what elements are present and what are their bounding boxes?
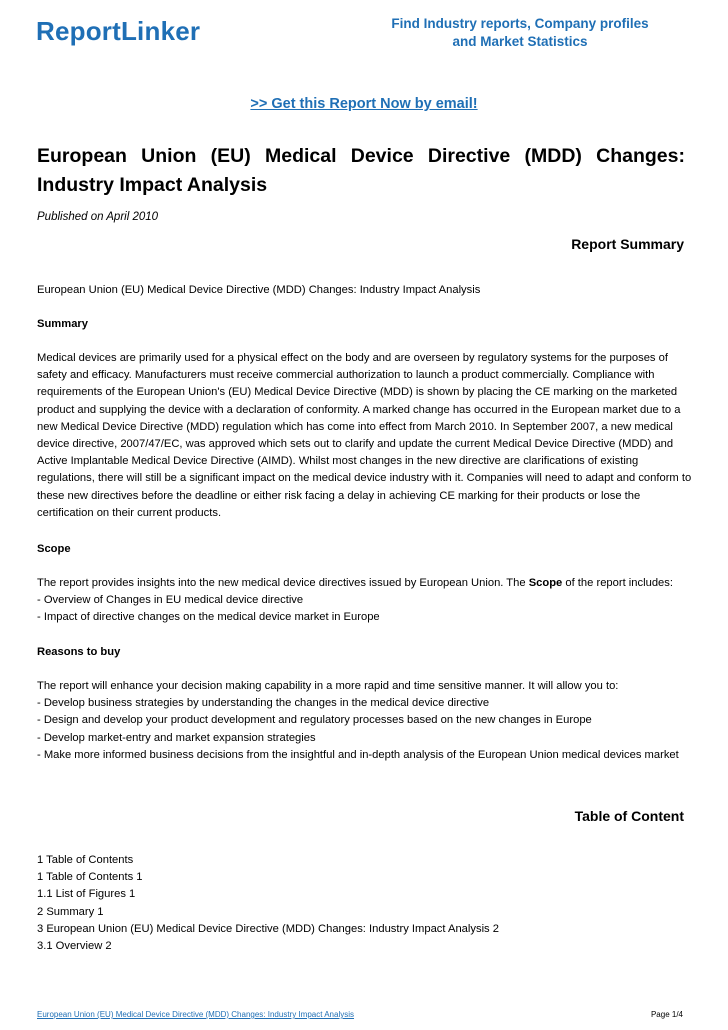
footer-title-link[interactable]: European Union (EU) Medical Device Directive (MDD) Changes: Industry Impact Analysis (37, 1010, 355, 1019)
scope-intro-after: of the report includes: (562, 577, 673, 589)
tagline-line-1: Find Industry reports, Company profiles (391, 16, 649, 31)
header-tagline (370, 15, 670, 51)
scope-block (37, 575, 693, 627)
reasons-item: - Design and develop your product development and regulatory processes based on the new changes in Europe (37, 714, 592, 727)
reasons-item: - Make more informed business decisions from the insightful and in-depth analysis of the European Union medical devices market (37, 748, 679, 761)
reasons-label: Reasons to buy (37, 646, 121, 658)
summary-label-block (37, 316, 693, 333)
summary-intro (37, 282, 693, 299)
reasons-item: - Develop business strategies by understanding the changes in the medical device directive (37, 697, 490, 710)
scope-intro-before: The report provides insights into the new medical device directives issued by European Union. The (37, 577, 529, 589)
reasons-block (37, 678, 693, 764)
reasons-intro: The report will enhance your decision making capability in a more rapid and time sensitive manner. It will allow you to: (37, 680, 619, 692)
page-footer (37, 1010, 683, 1019)
get-report-email-link[interactable]: >> Get this Report Now by email! (250, 96, 478, 112)
scope-bold-word: Scope (528, 577, 563, 589)
summary-paragraph-block (37, 350, 693, 522)
reasons-label-block (37, 644, 693, 661)
page-number: Page 1/4 (650, 1010, 683, 1019)
summary-label: Summary (37, 318, 88, 330)
summary-intro-text: European Union (EU) Medical Device Directive (MDD) Changes: Industry Impact Analysis (37, 284, 481, 296)
toc-item: 2 Summary 1 (37, 905, 104, 918)
toc-list (37, 852, 693, 955)
toc-item: 3 European Union (EU) Medical Device Directive (MDD) Changes: Industry Impact Analysis 2 (37, 922, 499, 935)
summary-paragraph: Medical devices are primarily used for a physical effect on the body and are overseen by regulatory systems for the purposes of safety and efficacy. Manufacturers must receive commercial authorization to launch a product commercially. Compliance with requirements of the European Union's (EU) Medical Device Directive (MDD) is shown by placing the CE marking on the marketed product and supplying the device with a declaration of conformity. A marked change has occurred in the European market due to a new Medical Device Directive (MDD) regulation which has come into effect from March 2010. In September 2007, a new medical device directive, 2007/47/EC, was approved which sets out to clarify and update the current Medical Device Directive (MDD) and Active Implantable Medical Device Directive (AIMD). Whilst most changes in the new directive are clarifications of existing regulations, there will still be a significant impact on the medical device industry with it. Companies will need to adapt and conform to these new directives before the deadline or either risk facing a delay in achieving CE marking for their products or lose the certification on their current products. (37, 352, 692, 519)
toc-item: 1 Table of Contents (37, 854, 134, 866)
reportlinker-logo[interactable]: ReportLinker (36, 16, 201, 46)
published-date: Published on April 2010 (37, 211, 159, 223)
scope-label: Scope (37, 543, 71, 555)
report-summary-heading: Report Summary (571, 236, 684, 252)
table-of-content-heading: Table of Content (574, 808, 684, 824)
reasons-item: - Develop market-entry and market expansion strategies (37, 731, 316, 744)
tagline-line-2: and Market Statistics (452, 34, 588, 49)
toc-item: 1.1 List of Figures 1 (37, 888, 136, 901)
report-title: European Union (EU) Medical Device Directive (MDD) Changes: Industry Impact Analysis (37, 145, 685, 196)
toc-item: 3.1 Overview 2 (37, 940, 112, 953)
scope-item: - Overview of Changes in EU medical device directive (37, 594, 304, 607)
scope-item: - Impact of directive changes on the medical device market in Europe (37, 611, 380, 624)
scope-label-block (37, 541, 693, 558)
toc-item: 1 Table of Contents 1 (37, 871, 143, 884)
scope-intro (37, 575, 693, 592)
